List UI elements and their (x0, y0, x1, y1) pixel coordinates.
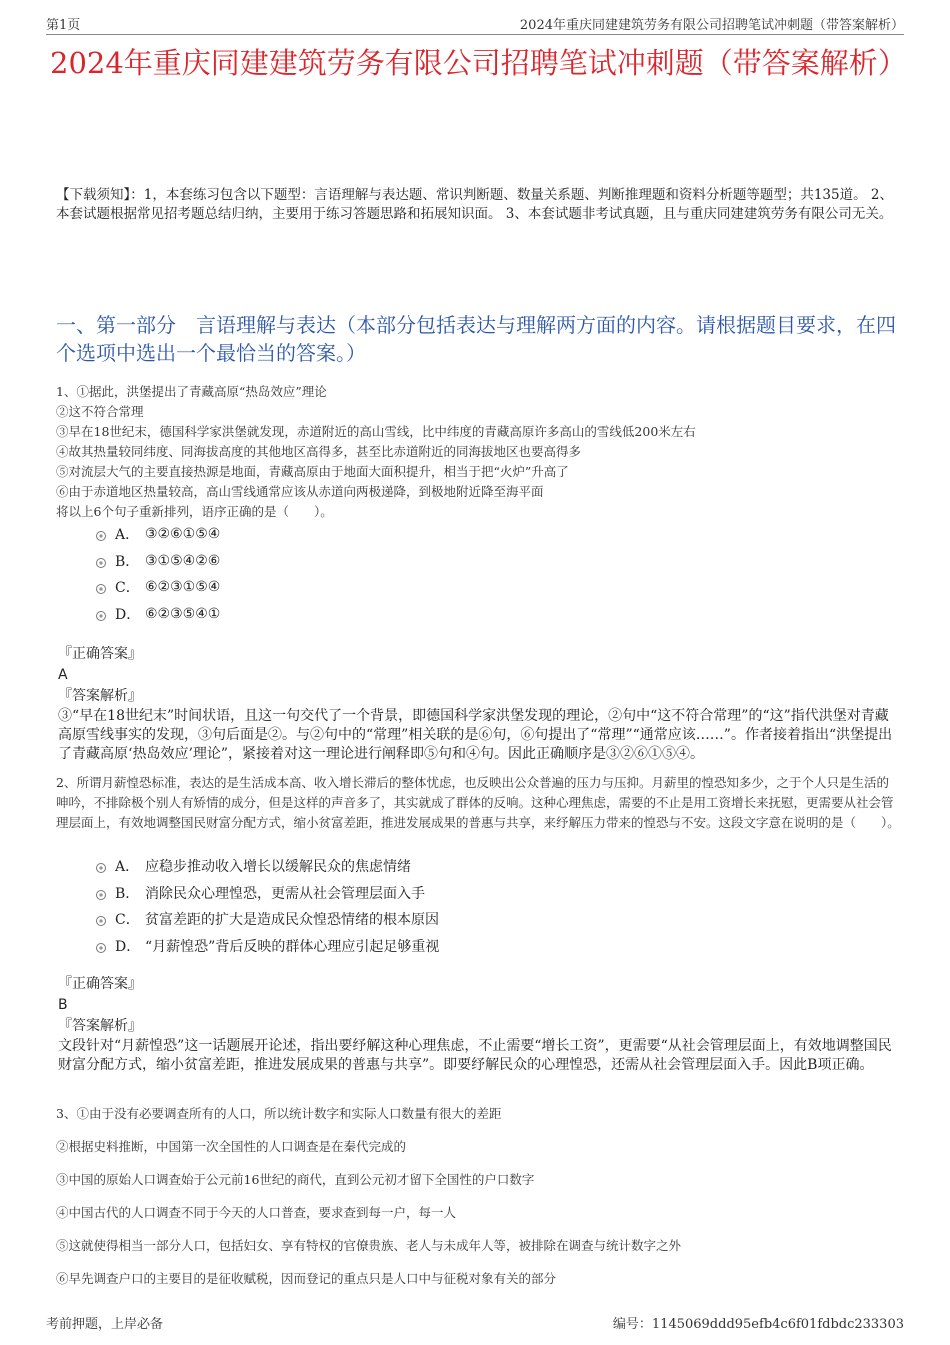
question-line: ④故其热量较同纬度、同海拔高度的其他地区高得多，甚至比赤道附近的同海拔地区也要高得多 (56, 444, 582, 459)
q1-options (96, 521, 220, 627)
section-title: 一、第一部分 言语理解与表达（本部分包括表达与理解两方面的内容。请根据题目要求，在四个选项中选出一个最恰当的答案。） (56, 313, 896, 365)
question-3 (56, 1104, 900, 1302)
q1-option-b[interactable]: B． ③①⑤④②⑥ (96, 548, 220, 575)
q1-option-d[interactable]: D． ⑥②③⑤④① (96, 601, 220, 628)
radio-icon[interactable] (96, 863, 106, 873)
document-title: 2024年重庆同建建筑劳务有限公司招聘笔试冲刺题（带答案解析） (50, 46, 907, 80)
answer-label: 『正确答案』 (58, 976, 142, 992)
question-line: ③早在18世纪末，德国科学家洪堡就发现，赤道附近的高山雪线，比中纬度的青藏高原许多高山的雪线低200米左右 (56, 424, 696, 439)
explanation-label: 『答案解析』 (58, 1018, 142, 1034)
q2-option-b[interactable]: B． 消除民众心理惶恐，更需从社会管理层面入手 (96, 880, 439, 907)
radio-icon[interactable] (96, 916, 106, 926)
explanation-label: 『答案解析』 (58, 688, 142, 704)
q2-option-d[interactable]: D． “月薪惶恐”背后反映的群体心理应引起足够重视 (96, 933, 439, 960)
q1-answer-block (58, 645, 900, 764)
explanation-text: 文段针对“月薪惶恐”这一话题展开论述，指出要纾解这种心理焦虑，不止需要“增长工资”，更需要“从社会管理层面上，有效地调整国民财富分配方式，缩小贫富差距，推进发展成果的普惠与共享”。即要纾解民众的心理惶恐，还需从社会管理层面入手。因此B项正确。 (58, 1038, 892, 1073)
question-line: ③中国的原始人口调查始于公元前16世纪的商代，直到公元初才留下全国性的户口数字 (56, 1172, 535, 1187)
header-doc-title: 2024年重庆同建建筑劳务有限公司招聘笔试冲刺题（带答案解析） (519, 18, 904, 33)
radio-icon[interactable] (96, 890, 106, 900)
question-2 (56, 773, 900, 833)
question-line: ⑥早先调查户口的主要目的是征收赋税，因而登记的重点只是人口中与征税对象有关的部分 (56, 1271, 557, 1286)
question-line: ④中国古代的人口调查不同于今天的人口普查，要求查到每一户，每一人 (56, 1205, 457, 1220)
question-line: ⑤对流层大气的主要直接热源是地面，青藏高原由于地面大面积提升，相当于把“火炉”升高了 (56, 464, 569, 479)
question-line: ②根据史料推断，中国第一次全国性的人口调查是在秦代完成的 (56, 1139, 407, 1154)
page-header (46, 14, 904, 35)
correct-answer: A (58, 667, 68, 683)
q2-option-a[interactable]: A． 应稳步推动收入增长以缓解民众的焦虑情绪 (96, 853, 439, 880)
radio-icon[interactable] (96, 943, 106, 953)
answer-label: 『正确答案』 (58, 646, 142, 662)
q1-option-a[interactable]: A． ③②⑥①⑤④ (96, 521, 220, 548)
download-notice: 【下载须知】：1，本套练习包含以下题型：言语理解与表达题、常识判断题、数量关系题、判断推理题和资料分析题等题型；共135道。 2、本套试题根据常见招考题总结归纳，主要用于练习答题思路和拓展知识面。 3、本套试题非考试真题，且与重庆同建建筑劳务有限公司无关。 (56, 187, 893, 222)
footer-slogan: 考前押题，上岸必备 (46, 1317, 164, 1332)
page-number: 第1页 (46, 18, 81, 33)
q1-option-c[interactable]: C． ⑥②③①⑤④ (96, 574, 220, 601)
radio-icon[interactable] (96, 531, 106, 541)
question-prompt: 将以上6个句子重新排列，语序正确的是（ ）。 (56, 504, 333, 519)
question-line: ②这不符合常理 (56, 404, 144, 419)
q2-option-c[interactable]: C． 贫富差距的扩大是造成民众惶恐情绪的根本原因 (96, 906, 439, 933)
q2-options (96, 853, 439, 959)
radio-icon[interactable] (96, 611, 106, 621)
question-line: ⑥由于赤道地区热量较高，高山雪线通常应该从赤道向两极递降，到极地附近降至海平面 (56, 484, 544, 499)
question-line: ⑤这就使得相当一部分人口，包括妇女、享有特权的官僚贵族、老人与未成年人等，被排除在调查与统计数字之外 (56, 1238, 682, 1253)
correct-answer: B (58, 997, 68, 1013)
radio-icon[interactable] (96, 584, 106, 594)
question-text: 2、所谓月薪惶恐标准，表达的是生活成本高、收入增长滞后的整体忧虑，也反映出公众普遍的压力与压抑。月薪里的惶恐知多少，之于个人只是生活的呻吟，不排除极个别人有矫情的成分，但是这样的声音多了，其实就成了群体的反响。这种心理焦虑，需要的不止是用工资增长来抚慰，更需要从社会管理层面上，有效地调整国民财富分配方式，缩小贫富差距，推进发展成果的普惠与共享，来纾解压力带来的惶恐与不安。这段文字意在说明的是（ ）。 (56, 775, 900, 830)
q2-answer-block (58, 975, 900, 1075)
radio-icon[interactable] (96, 558, 106, 568)
question-1 (56, 382, 900, 522)
question-line: 3、①由于没有必要调查所有的人口，所以统计数字和实际人口数量有很大的差距 (56, 1106, 502, 1121)
document-id: 编号：1145069ddd95efb4c6f01fdbdc233303 (612, 1317, 904, 1332)
question-line: 1、①据此，洪堡提出了青藏高原“热岛效应”理论 (56, 384, 327, 399)
explanation-text: ③“早在18世纪末”时间状语，且这一句交代了一个背景，即德国科学家洪堡发现的理论，②句中“这不符合常理”的“这”指代洪堡对青藏高原雪线事实的发现，③句后面是②。与②句中的“常理”相关联的是⑥句，⑥句提出了“常理”“通常应该……”。作者接着指出“洪堡提出了青藏高原‘热岛效应’理论”，紧接着对这一理论进行阐释即⑤句和④句。因此正确顺序是③②⑥①⑤④。 (58, 708, 893, 762)
